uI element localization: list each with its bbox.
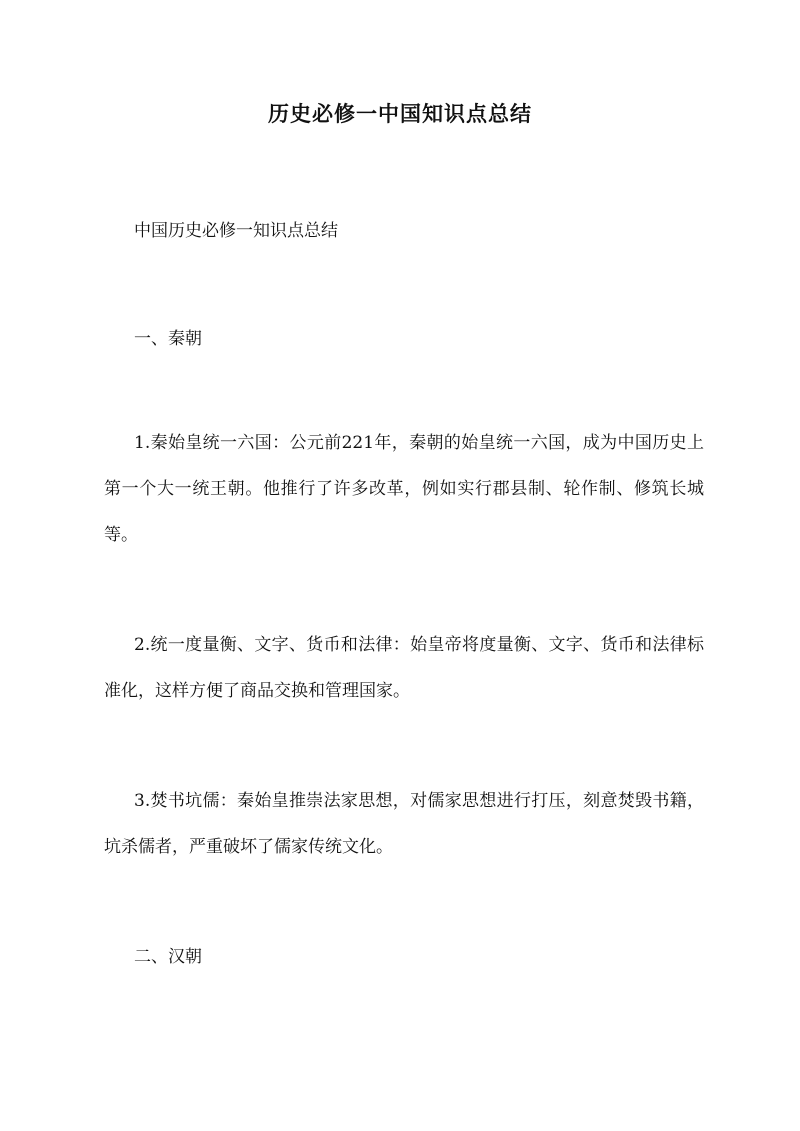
paragraph-item-2: 2.统一度量衡、文字、货币和法律：始皇帝将度量衡、文字、货币和法律标准化，这样方便了商品交换和管理国家。 [104,635,704,701]
paragraph-item-1: 1.秦始皇统一六国：公元前221年，秦朝的始皇统一六国，成为中国历史上第一个大一统王朝。他推行了许多改革，例如实行郡县制、轮作制、修筑长城等。 [104,433,704,545]
paragraph-item-3: 3.焚书坑儒：秦始皇推崇法家思想，对儒家思想进行打压，刻意焚毁书籍，坑杀儒者，严重破坏了儒家传统文化。 [104,791,704,857]
section-heading-qin: 一、秦朝 [134,329,202,349]
document-subtitle: 中国历史必修一知识点总结 [134,221,338,241]
section-heading-han: 二、汉朝 [134,947,202,967]
document-title: 历史必修一中国知识点总结 [268,101,532,126]
